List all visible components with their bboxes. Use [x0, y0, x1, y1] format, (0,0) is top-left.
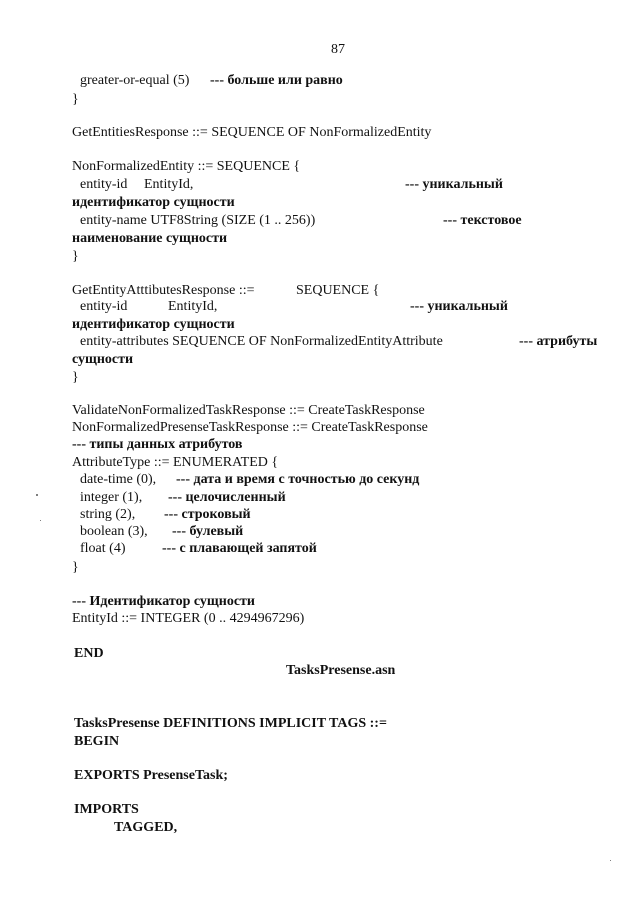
code-line: TAGGED, [114, 820, 178, 835]
code-comment: --- больше или равно [210, 73, 343, 88]
scan-speck [610, 860, 611, 861]
code-line: entity-attributes SEQUENCE OF NonFormalizedEntityAttribute [80, 334, 443, 349]
code-comment: --- уникальный [405, 177, 503, 192]
code-line: } [72, 560, 79, 575]
code-line: entity-id [80, 177, 128, 192]
code-line: EntityId, [168, 299, 218, 314]
code-line: EntityId ::= INTEGER (0 .. 4294967296) [72, 611, 305, 626]
file-title: TasksPresense.asn [286, 663, 396, 678]
code-line: GetEntityAtttibutesResponse ::= [72, 283, 255, 298]
code-line: } [72, 370, 79, 385]
code-line: integer (1), [80, 490, 143, 505]
code-line: NonFormalizedEntity ::= SEQUENCE { [72, 159, 301, 174]
page-number: 87 [331, 42, 345, 57]
code-comment: --- Идентификатор сущности [72, 594, 255, 609]
code-line: AttributeType ::= ENUMERATED { [72, 455, 279, 470]
code-line: ValidateNonFormalizedTaskResponse ::= CreateTaskResponse [72, 403, 425, 418]
code-line: string (2), [80, 507, 136, 522]
code-line: EXPORTS PresenseTask; [74, 768, 228, 783]
code-line: date-time (0), [80, 472, 157, 487]
code-comment: --- атрибуты [519, 334, 598, 349]
code-line: EntityId, [144, 177, 194, 192]
code-line: entity-name UTF8String (SIZE (1 .. 256)) [80, 213, 316, 228]
code-comment: наименование сущности [72, 231, 228, 246]
code-comment: --- целочисленный [168, 490, 286, 505]
code-line: greater-or-equal (5) [80, 73, 190, 88]
code-line: BEGIN [74, 734, 120, 749]
code-comment: --- текстовое [443, 213, 522, 228]
code-comment: --- с плавающей запятой [162, 541, 317, 556]
code-line: TasksPresense DEFINITIONS IMPLICIT TAGS ::= [74, 716, 387, 731]
code-comment: --- уникальный [410, 299, 508, 314]
code-line: boolean (3), [80, 524, 148, 539]
code-line: GetEntitiesResponse ::= SEQUENCE OF NonFormalizedEntity [72, 125, 432, 140]
code-line: NonFormalizedPresenseTaskResponse ::= CreateTaskResponse [72, 420, 428, 435]
code-comment: --- дата и время с точностью до секунд [176, 472, 420, 487]
code-comment: идентификатор сущности [72, 195, 235, 210]
code-line: IMPORTS [74, 802, 139, 817]
code-line: } [72, 92, 79, 107]
code-line: } [72, 249, 79, 264]
end-keyword: END [74, 646, 104, 661]
code-comment: идентификатор сущности [72, 317, 235, 332]
scan-speck [40, 520, 41, 521]
code-comment: сущности [72, 352, 134, 367]
code-line: entity-id [80, 299, 128, 314]
code-line: float (4) [80, 541, 126, 556]
scan-speck [36, 494, 38, 496]
code-comment: --- булевый [172, 524, 244, 539]
code-comment: --- типы данных атрибутов [72, 437, 243, 452]
code-line: SEQUENCE { [296, 283, 380, 298]
code-comment: --- строковый [164, 507, 251, 522]
